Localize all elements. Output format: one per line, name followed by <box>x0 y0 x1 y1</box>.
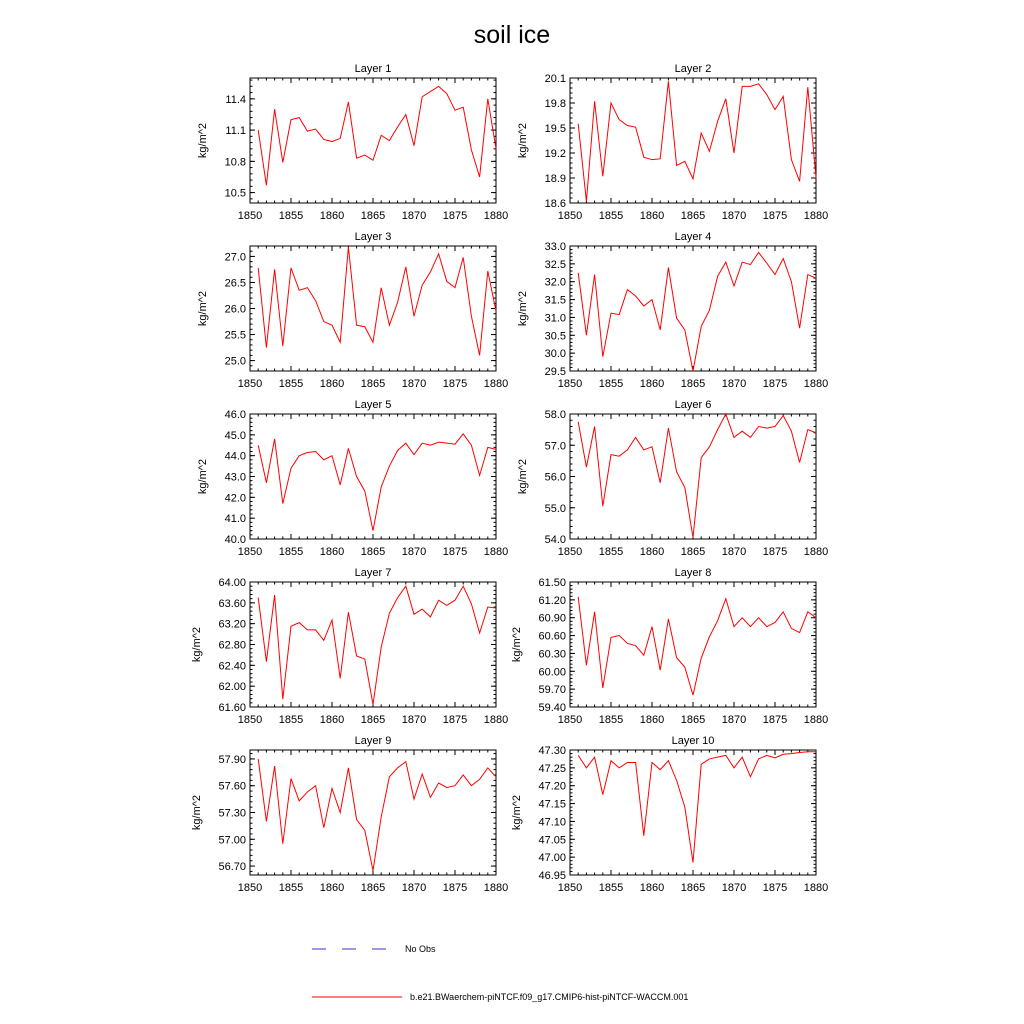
x-tick-label: 1875 <box>442 714 468 726</box>
y-tick-label: 18.9 <box>544 173 566 185</box>
panel-title: Layer 9 <box>354 735 392 747</box>
x-tick-label: 1850 <box>237 546 263 558</box>
x-tick-label: 1865 <box>360 882 386 894</box>
x-tick-label: 1880 <box>803 378 829 390</box>
y-axis-label: kg/m^2 <box>191 626 203 663</box>
y-tick-label: 43.0 <box>224 471 246 484</box>
x-tick-label: 1850 <box>557 714 583 726</box>
figure-title: soil ice <box>473 21 551 49</box>
y-tick-label: 61.60 <box>218 702 246 714</box>
y-tick-label: 61.50 <box>538 577 566 589</box>
x-tick-label: 1860 <box>319 546 345 558</box>
y-tick-label: 56.0 <box>544 471 566 484</box>
y-tick-label: 61.20 <box>538 594 566 607</box>
y-tick-label: 60.00 <box>538 666 566 679</box>
y-tick-label: 20.1 <box>544 73 566 85</box>
x-tick-label: 1865 <box>680 714 706 726</box>
y-axis-label: kg/m^2 <box>197 458 209 495</box>
y-tick-label: 46.95 <box>538 870 566 882</box>
x-tick-label: 1870 <box>401 210 427 222</box>
y-tick-label: 18.6 <box>544 198 566 210</box>
x-tick-label: 1880 <box>803 714 829 726</box>
x-tick-label: 1860 <box>639 714 665 726</box>
x-tick-label: 1880 <box>483 210 509 222</box>
y-tick-label: 60.90 <box>538 612 566 625</box>
y-tick-label: 62.40 <box>218 660 246 673</box>
y-tick-label: 62.00 <box>218 681 246 694</box>
x-tick-label: 1875 <box>762 378 788 390</box>
x-tick-label: 1870 <box>401 546 427 558</box>
x-tick-label: 1865 <box>680 210 706 222</box>
x-tick-label: 1855 <box>598 714 624 726</box>
y-tick-label: 31.5 <box>544 294 566 307</box>
x-tick-label: 1880 <box>803 546 829 558</box>
y-tick-label: 41.0 <box>224 513 246 526</box>
y-tick-label: 62.80 <box>218 639 246 652</box>
y-tick-label: 47.00 <box>538 852 566 865</box>
x-tick-label: 1860 <box>319 882 345 894</box>
y-tick-label: 58.0 <box>544 409 566 421</box>
x-tick-label: 1870 <box>721 546 747 558</box>
x-tick-label: 1860 <box>639 378 665 390</box>
y-axis-label: kg/m^2 <box>191 794 203 831</box>
y-tick-label: 57.60 <box>218 780 246 793</box>
y-tick-label: 26.5 <box>224 277 246 290</box>
y-axis-label: kg/m^2 <box>511 626 523 663</box>
x-tick-label: 1865 <box>680 882 706 894</box>
y-axis-label: kg/m^2 <box>517 290 529 327</box>
y-tick-label: 54.0 <box>544 534 566 546</box>
y-tick-label: 60.60 <box>538 630 566 643</box>
x-tick-label: 1880 <box>483 546 509 558</box>
y-tick-label: 11.4 <box>225 93 246 106</box>
y-tick-label: 10.8 <box>224 156 246 169</box>
x-tick-label: 1870 <box>721 378 747 390</box>
x-tick-label: 1855 <box>278 210 304 222</box>
y-tick-label: 19.5 <box>544 123 566 135</box>
x-tick-label: 1865 <box>680 378 706 390</box>
panel-title: Layer 6 <box>674 399 712 411</box>
y-tick-label: 31.0 <box>544 312 566 325</box>
y-tick-label: 33.0 <box>544 241 566 253</box>
x-tick-label: 1855 <box>278 378 304 390</box>
x-tick-label: 1865 <box>680 546 706 558</box>
panel-title: Layer 3 <box>354 231 392 243</box>
x-tick-label: 1855 <box>598 546 624 558</box>
x-tick-label: 1860 <box>639 546 665 558</box>
y-tick-label: 47.10 <box>538 816 566 829</box>
y-tick-label: 55.0 <box>544 502 566 515</box>
y-tick-label: 40.0 <box>224 534 246 546</box>
legend-model-label: b.e21.BWaerchem-piNTCF.f09_g17.CMIP6-hist-piNTCF-WACCM.001 <box>410 992 689 1002</box>
x-tick-label: 1860 <box>319 210 345 222</box>
x-tick-label: 1865 <box>360 378 386 390</box>
y-tick-label: 47.30 <box>538 745 566 757</box>
x-tick-label: 1855 <box>598 210 624 222</box>
x-tick-label: 1865 <box>360 546 386 558</box>
y-tick-label: 63.20 <box>218 618 246 631</box>
y-tick-label: 44.0 <box>224 450 246 463</box>
x-tick-label: 1855 <box>278 882 304 894</box>
x-tick-label: 1875 <box>442 378 468 390</box>
x-tick-label: 1850 <box>557 882 583 894</box>
panel-title: Layer 4 <box>674 231 712 243</box>
x-tick-label: 1860 <box>319 378 345 390</box>
x-tick-label: 1850 <box>557 378 583 390</box>
y-tick-label: 56.70 <box>218 861 246 874</box>
x-tick-label: 1870 <box>401 882 427 894</box>
y-tick-label: 47.20 <box>538 780 566 793</box>
y-tick-label: 10.5 <box>224 187 246 200</box>
x-tick-label: 1865 <box>360 210 386 222</box>
x-tick-label: 1855 <box>278 546 304 558</box>
x-tick-label: 1875 <box>762 210 788 222</box>
y-axis-label: kg/m^2 <box>517 458 529 495</box>
panel-title: Layer 1 <box>354 63 392 75</box>
x-tick-label: 1855 <box>598 378 624 390</box>
panel-title: Layer 2 <box>674 63 712 75</box>
y-tick-label: 57.0 <box>544 440 566 453</box>
x-tick-label: 1880 <box>483 378 509 390</box>
panel-title: Layer 5 <box>354 399 392 411</box>
y-tick-label: 27.0 <box>224 251 246 264</box>
x-tick-label: 1865 <box>360 714 386 726</box>
y-tick-label: 45.0 <box>224 429 246 442</box>
x-tick-label: 1860 <box>319 714 345 726</box>
x-tick-label: 1880 <box>483 882 509 894</box>
y-tick-label: 19.8 <box>544 98 566 110</box>
y-tick-label: 29.5 <box>544 366 566 378</box>
x-tick-label: 1870 <box>401 714 427 726</box>
y-tick-label: 47.25 <box>538 762 566 775</box>
y-tick-label: 30.0 <box>544 348 566 361</box>
y-tick-label: 32.0 <box>544 276 566 289</box>
y-tick-label: 26.0 <box>224 303 246 316</box>
y-tick-label: 42.0 <box>224 492 246 505</box>
y-tick-label: 64.00 <box>218 577 246 589</box>
y-tick-label: 57.00 <box>218 834 246 847</box>
y-axis-label: kg/m^2 <box>197 122 209 159</box>
x-tick-label: 1850 <box>237 882 263 894</box>
y-tick-label: 30.5 <box>544 330 566 343</box>
x-tick-label: 1850 <box>237 714 263 726</box>
x-tick-label: 1860 <box>639 882 665 894</box>
legend-obs-label: No Obs <box>405 944 436 954</box>
x-tick-label: 1850 <box>237 210 263 222</box>
y-tick-label: 25.5 <box>224 329 246 342</box>
x-tick-label: 1875 <box>762 714 788 726</box>
x-tick-label: 1850 <box>557 546 583 558</box>
x-tick-label: 1880 <box>803 210 829 222</box>
y-axis-label: kg/m^2 <box>197 290 209 327</box>
y-axis-label: kg/m^2 <box>517 122 529 159</box>
y-tick-label: 63.60 <box>218 597 246 610</box>
y-tick-label: 19.2 <box>544 148 566 160</box>
x-tick-label: 1870 <box>401 378 427 390</box>
x-tick-label: 1880 <box>803 882 829 894</box>
y-tick-label: 57.30 <box>218 807 246 820</box>
y-tick-label: 11.1 <box>225 125 246 138</box>
y-tick-label: 60.30 <box>538 648 566 661</box>
x-tick-label: 1875 <box>442 546 468 558</box>
y-tick-label: 46.0 <box>224 409 246 421</box>
x-tick-label: 1860 <box>639 210 665 222</box>
x-tick-label: 1880 <box>483 714 509 726</box>
y-axis-label: kg/m^2 <box>511 794 523 831</box>
y-tick-label: 59.70 <box>538 684 566 697</box>
panel-title: Layer 7 <box>354 567 392 579</box>
x-tick-label: 1870 <box>721 882 747 894</box>
x-tick-label: 1855 <box>278 714 304 726</box>
y-tick-label: 59.40 <box>538 702 566 714</box>
x-tick-label: 1850 <box>237 378 263 390</box>
y-tick-label: 57.90 <box>218 753 246 766</box>
x-tick-label: 1850 <box>557 210 583 222</box>
x-tick-label: 1855 <box>598 882 624 894</box>
y-tick-label: 47.05 <box>538 834 566 847</box>
x-tick-label: 1875 <box>442 210 468 222</box>
x-tick-label: 1870 <box>721 714 747 726</box>
panel-title: Layer 10 <box>671 735 715 747</box>
panel-title: Layer 8 <box>674 567 712 579</box>
x-tick-label: 1875 <box>442 882 468 894</box>
x-tick-label: 1875 <box>762 546 788 558</box>
x-tick-label: 1870 <box>721 210 747 222</box>
y-tick-label: 32.5 <box>544 258 566 271</box>
x-tick-label: 1875 <box>762 882 788 894</box>
y-tick-label: 47.15 <box>538 798 566 811</box>
y-tick-label: 25.0 <box>224 355 246 368</box>
